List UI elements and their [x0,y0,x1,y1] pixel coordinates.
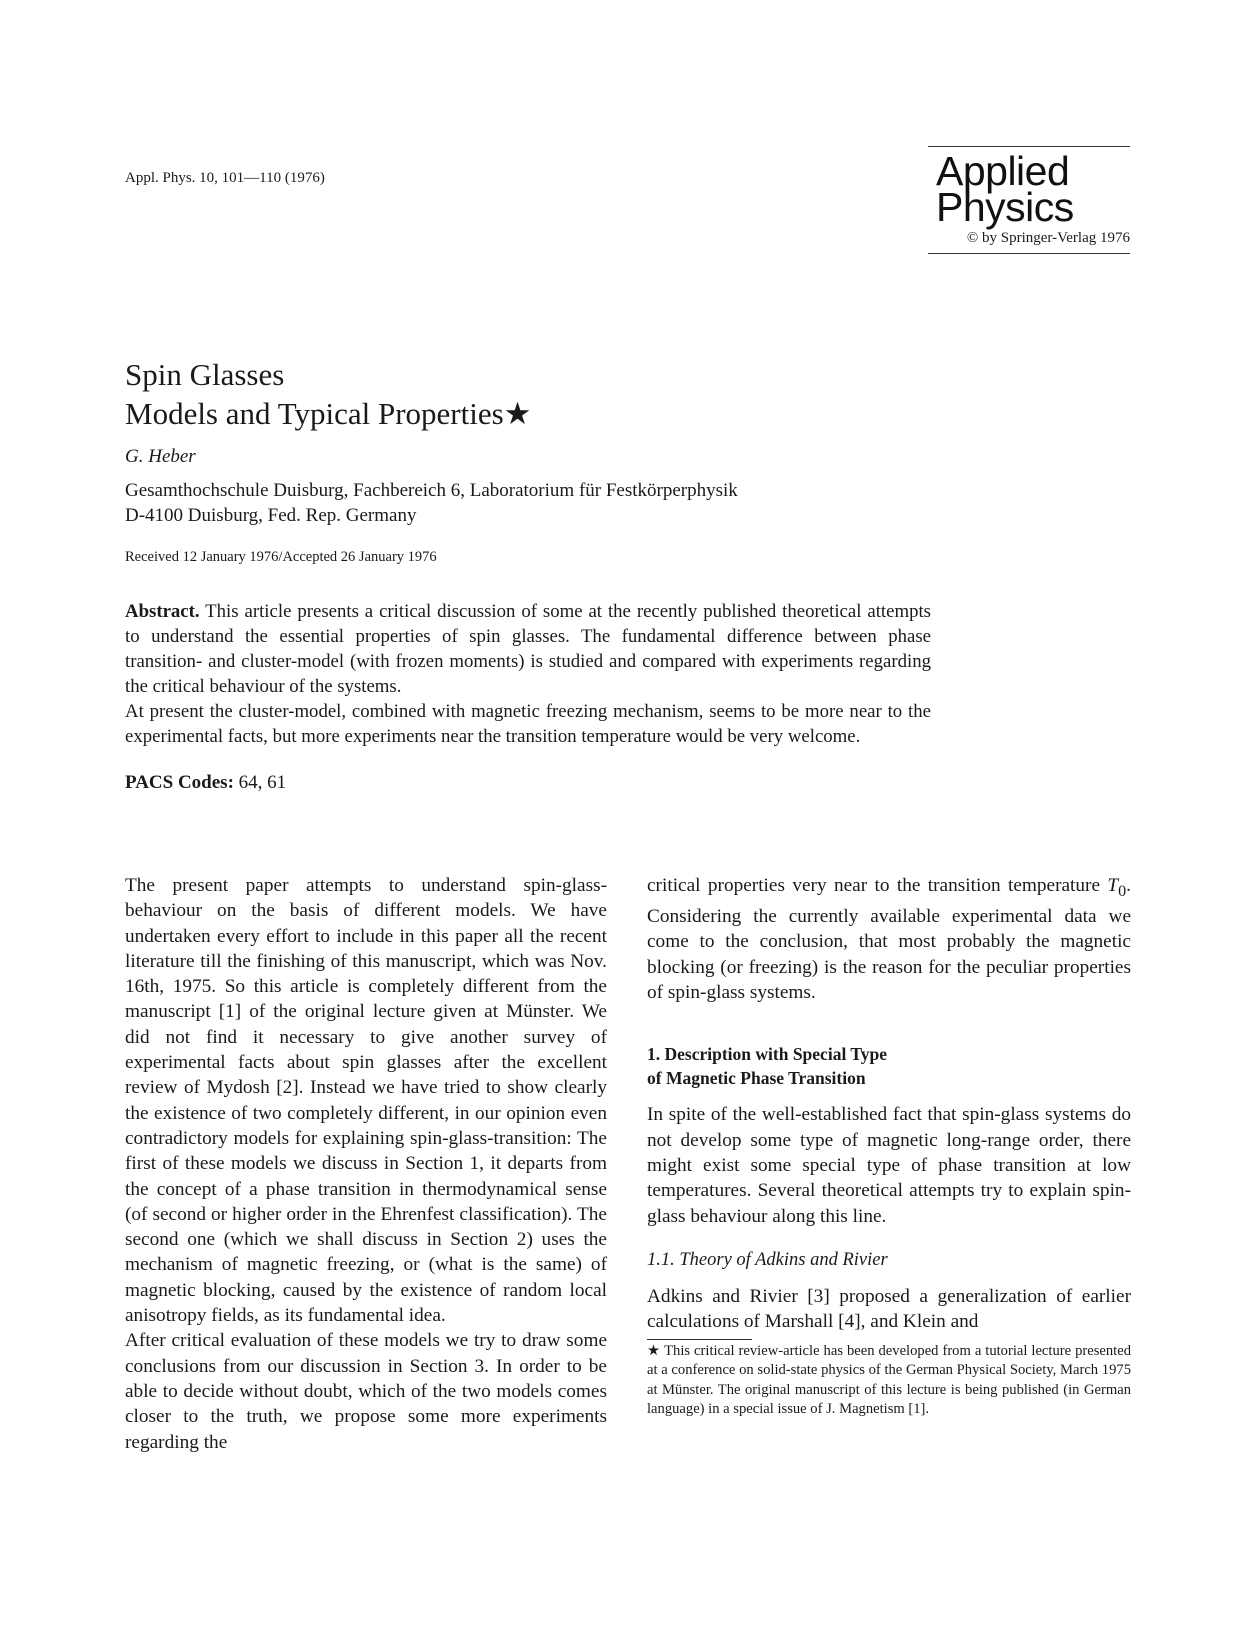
pacs-codes [125,772,286,794]
received-dates: Received 12 January 1976/Accepted 26 January 1976 [125,549,437,565]
article-title [125,355,531,433]
body-paragraph: The present paper attempts to understand spin-glass-behaviour on the basis of different models. We have undertaken every effort to include in this paper all the recent literature till the finishing of this manuscript, which was Nov. 16th, 1975. So this article is completely different from the manuscript [1] of the original lecture given at Münster. We did not find it necessary to give another survey of experimental facts about spin glasses after the excellent review of Mydosh [2]. Instead we have tried to show clearly the existence of two completely different, in our opinion even contradictory models for explaining spin-glass-transition: The first of these models we discuss in Section 1, it departs from the concept of a phase transition in thermodynamical sense (of second or higher order in the Ehrenfest classification). The second one (which we shall discuss in Section 2) uses the mechanism of magnetic freezing, or (what is the same) of magnetic blocking, caused by the existence of random local anisotropy fields, as its fundamental idea. [125,875,607,1327]
abstract-text1: This article presents a critical discussion of some at the recently published theoretical attempts to understand the essential properties of spin glasses. The fundamental difference between phase transition- and cluster-model (with frozen moments) is studied and compared with experiments regarding the critical behaviour of the systems. [125,601,931,697]
journal-citation: Appl. Phys. 10, 101—110 (1976) [125,170,325,186]
section-heading [647,1042,1131,1090]
abstract-label: Abstract. [125,601,200,622]
publisher-copyright: © by Springer-Verlag 1976 [928,230,1130,254]
body-column-left [125,873,607,1455]
section-heading-line1: 1. Description with Special Type [647,1044,887,1065]
abstract-para1 [125,599,931,699]
body-paragraph: After critical evaluation of these models we try to draw some conclusions from our discussion in Section 3. In order to be able to decide without doubt, which of the two models comes closer to the truth, we propose some more experiments regarding the [125,1330,607,1453]
affiliation [125,478,738,528]
footnote: ★ This critical review-article has been developed from a tutorial lecture presented at a conference on solid-state physics of the German Physical Society, March 1975 at Münster. The original manuscript of this lecture is being published (in German language) in a special issue of J. Magnetism [1]. [647,1342,1131,1418]
body-text: critical properties very near to the transition temperature [647,875,1108,896]
title-line1: Spin Glasses [125,357,285,392]
journal-logo-line1: Applied [936,148,1070,194]
body-text: . Considering the currently available experimental data we come to the conclusion, that most probably the magnetic blocking (or freezing) is the reason for the peculiar properties of spin-glass systems. [647,875,1131,1004]
body-paragraph [647,873,1131,1005]
footnote-divider [647,1339,752,1340]
body-column-right [647,873,1131,1420]
temperature-subscript: 0 [1118,882,1127,900]
temperature-symbol: T [1107,875,1119,896]
abstract-para2: At present the cluster-model, combined with magnetic freezing mechanism, seems to be more near to the experimental facts, but more experiments near the transition temperature would be very welcome. [125,701,931,747]
journal-masthead [928,146,1130,254]
affiliation-line2: D-4100 Duisburg, Fed. Rep. Germany [125,505,417,526]
pacs-label: PACS Codes: [125,772,234,793]
body-paragraph: In spite of the well-established fact that spin-glass systems do not develop some type of magnetic long-range order, there might exist some special type of phase transition at low temperatures. Several theoretical attempts try to explain spin-glass behaviour along this line. [647,1104,1131,1227]
body-paragraph: Adkins and Rivier [3] proposed a generalization of earlier calculations of Marshall [4], and Klein and [647,1286,1131,1333]
journal-logo-line2: Physics [936,184,1074,230]
section-heading-line2: of Magnetic Phase Transition [647,1068,866,1089]
subsection-heading: 1.1. Theory of Adkins and Rivier [647,1249,888,1270]
abstract [125,599,931,749]
affiliation-line1: Gesamthochschule Duisburg, Fachbereich 6, Laboratorium für Festkörperphysik [125,480,738,501]
pacs-value: 64, 61 [233,772,287,793]
title-line2: Models and Typical Properties★ [125,396,532,431]
author-name: G. Heber [125,446,196,467]
journal-logo [936,147,1130,230]
